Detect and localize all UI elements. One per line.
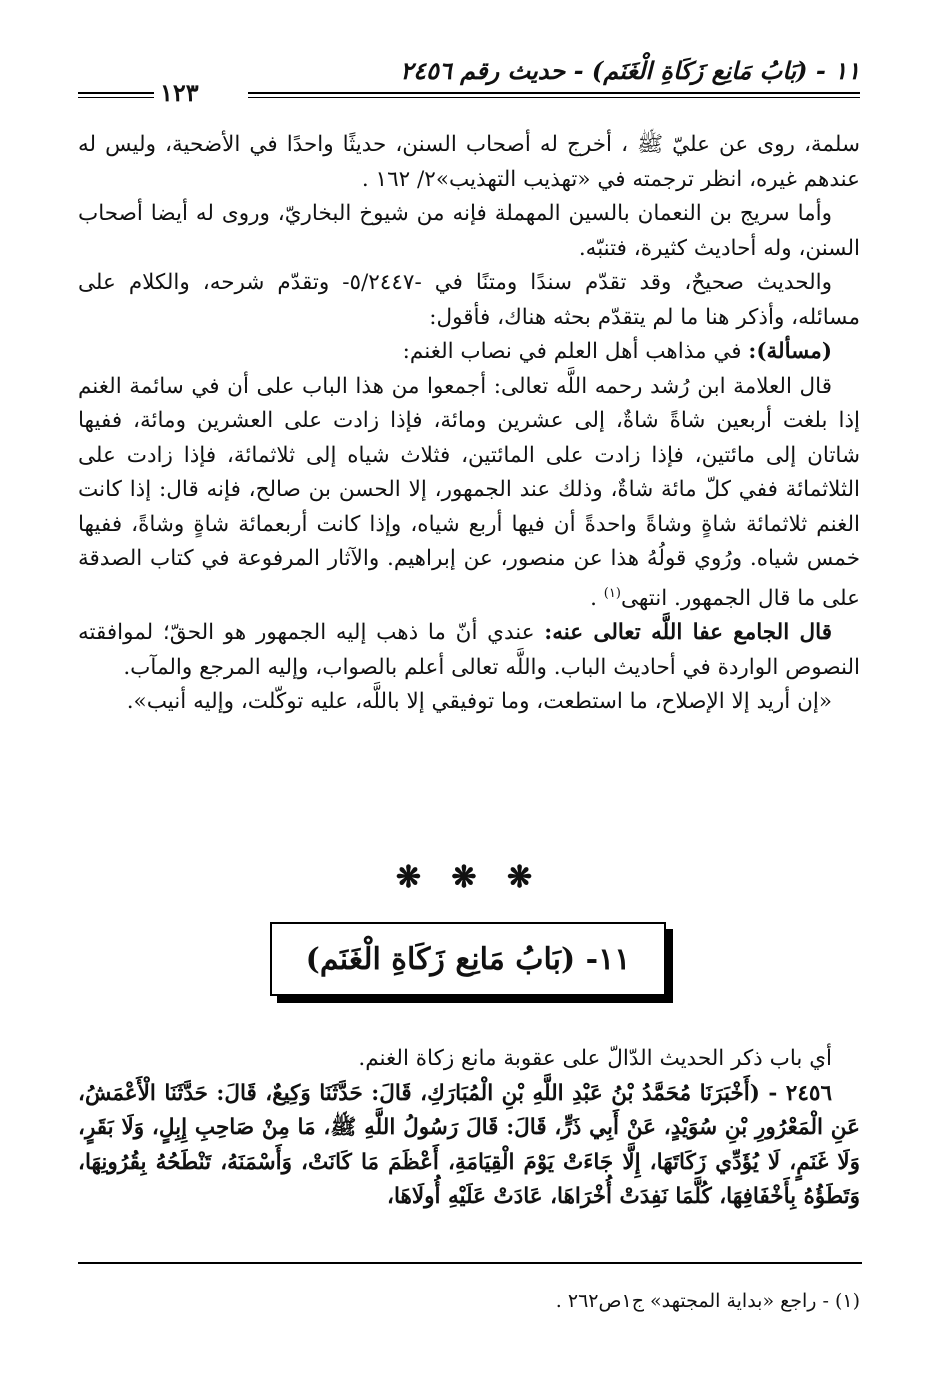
footnote-divider <box>78 1262 862 1264</box>
jami-text: عندي أنّ ما ذهب إليه الجمهور هو الحقّ؛ لموافقته النصوص الواردة في أحاديث الباب. واللَّه تعالى أعلم بالصواب، وإليه المرجع والمآب. <box>78 620 860 680</box>
closing-verse: «إن أريد إلا الإصلاح، ما استطعت، وما توفيقي إلا باللَّه، عليه توكّلت، وإليه أنيب». <box>126 689 832 715</box>
header-rule-short <box>78 92 154 98</box>
jami-label: قال الجامع عفا اللَّه تعالى عنه: <box>544 620 832 646</box>
main-text <box>78 128 860 720</box>
section-separator: ❋ ❋ ❋ <box>395 860 543 895</box>
quote-text: قال العلامة ابن رُشد رحمه اللَّه تعالى: أجمعوا من هذا الباب على أن في سائمة الغنم إذا بلغت أربعين شاةً شاةٌ، إلى عشرين ومائة، فإذا زادت على العشرين ومائة، ففيها شاتان إلى مائتين، فإذا زادت على المائتين، فثلاث شياه إلى ثلاثمائة، فإذا زادت على الثلاثمائة ففي كلّ مائة شاةٌ، وذلك عند الجمهور، إلا الحسن بن صالح، فإنه قال: إذا كانت الغنم ثلاثمائة شاةٍ وشاةً واحدةً أن فيها أربع شياه، وإذا كانت أربعمائة شاةٍ وشاةً، ففيها خمس شياه. ورُوي قولُهُ هذا عن منصور، عن إبراهيم. والآثار المرفوعة في كتاب الصدقة على ما قال الجمهور. انتهى <box>78 373 860 611</box>
footnote: (١) - راجع «بداية المجتهد» ج١ص٢٦٢ . <box>555 1290 860 1312</box>
masala-label: (مسألة): <box>748 339 832 364</box>
masala-text: في مذاهب أهل العلم في نصاب الغنم: <box>402 339 749 364</box>
quote-end: . <box>590 585 604 611</box>
header-rule-long <box>248 92 860 98</box>
chapter-intro: أي باب ذكر الحديث الدّالّ على عقوبة مانع زكاة الغنم. <box>358 1046 832 1071</box>
chapter-title: ١١- (بَابُ مَانِع زَكَاةِ الْغَنَم) <box>305 941 631 977</box>
paragraph-hadith-status: والحديث صحيحٌ، وقد تقدّم سندًا ومتنًا في -٥/٢٤٤٧- وتقدّم شرحه، والكلام على مسائله، وأذكر هنا ما لم يتقدّم بحثه هناك، فأقول: <box>78 270 860 330</box>
footnote-marker[interactable]: (١) <box>603 585 621 601</box>
chapter-text <box>78 1042 860 1215</box>
running-title: ١١ - (بَابُ مَانِع زَكَاةِ الْغَنَم) - حديث رقم ٢٤٥٦ <box>400 56 860 85</box>
quote-paragraph <box>78 370 860 617</box>
paragraph-sarij: وأما سريج بن النعمان بالسين المهملة فإنه من شيوخ البخاريّ، وروى له أيضا أصحاب السنن، وله أحاديث كثيرة، فتنبّه. <box>78 201 860 261</box>
paragraph-narrator: سلمة، روى عن عليّ ﷺ ، أخرج له أصحاب السنن، حديثًا واحدًا في الأضحية، وليس له عندهم غيره، انظر ترجمته في «تهذيب التهذيب»٢/ ١٦٢ . <box>78 132 860 192</box>
page-header <box>78 52 860 107</box>
masala-line <box>78 335 860 370</box>
hadith-text: ٢٤٥٦ - (أَخْبَرَنَا مُحَمَّدُ بْنُ عَبْدِ اللَّهِ بْنِ الْمُبَارَكِ، قَالَ: حَدَّثَنَا وَكِيعٌ، قَالَ: حَدَّثَنَا الْأَعْمَشُ، عَنِ الْمَعْرُورِ بْنِ سُوَيْدٍ، عَنْ أَبِي ذَرٍّ، قَالَ: قَالَ رَسُولُ اللَّهِ ﷺ، مَا مِنْ صَاحِبِ إِبِلٍ، وَلَا بَقَرٍ، وَلَا غَنَمٍ، لَا يُؤَدِّي زَكَاتَهَا، إِلَّا جَاءَتْ يَوْمَ الْقِيَامَةِ، أَعْظَمَ مَا كَانَتْ، وَأَسْمَنَهُ، تَنْطَحُهُ بِقُرُونِهَا، وَتَطَؤُهُ بِأَخْفَافِهَا، كُلَّمَا نَفِدَتْ أُخْرَاهَا، عَادَتْ عَلَيْهِ أُولَاهَا، <box>78 1080 860 1209</box>
chapter-title-box <box>270 922 666 996</box>
page-number: ١٢٣ <box>160 78 199 107</box>
jami-paragraph <box>78 616 860 685</box>
